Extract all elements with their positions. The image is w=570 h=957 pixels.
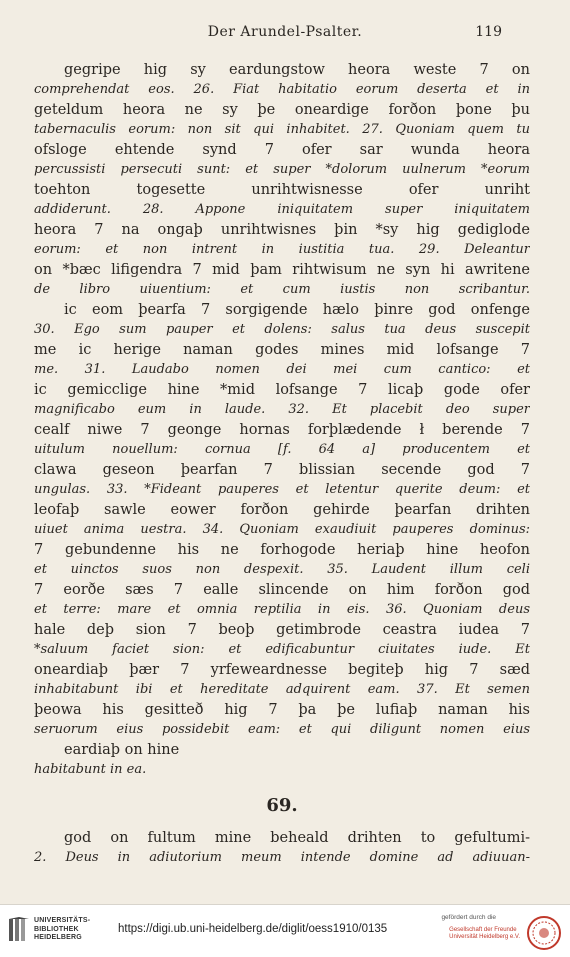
psalm-68-block bbox=[34, 60, 530, 780]
verse-line-pair bbox=[34, 740, 530, 780]
verse-line-pair bbox=[34, 620, 530, 660]
latin-text-line: 2. Deus in adiutorium meum intende domine ad adiuuan- bbox=[34, 850, 530, 865]
verse-line-pair bbox=[34, 660, 530, 700]
latin-text-line: 30. Ego sum pauper et dolens: salus tua deus suscepit bbox=[34, 322, 530, 337]
old-english-gloss-line: me ic herige naman godes mines mid lofsange 7 bbox=[34, 342, 530, 358]
latin-text-line: et terre: mare et omnia reptilia in eis. 36. Quoniam deus bbox=[34, 602, 530, 617]
old-english-gloss-line: ic eom þearfa 7 sorgigende hælo þinre god onfenge bbox=[64, 302, 530, 318]
latin-text-line: addiderunt. 28. Appone iniquitatem super iniquitatem bbox=[34, 202, 530, 217]
latin-text-line: et uinctos suos non despexit. 35. Laudent illum celi bbox=[34, 562, 530, 577]
page-header bbox=[40, 24, 530, 44]
verse-line-pair bbox=[34, 60, 530, 100]
verse-line-pair bbox=[34, 540, 530, 580]
page-footer bbox=[0, 904, 570, 957]
verse-line-pair bbox=[34, 580, 530, 620]
latin-text-line: habitabunt in ea. bbox=[34, 762, 147, 777]
old-english-gloss-line: ic gemicclige hine *mid lofsange 7 licaþ gode ofer bbox=[34, 382, 530, 398]
verse-line-pair bbox=[34, 260, 530, 300]
latin-text-line: percussisti persecuti sunt: et super *dolorum uulnerum *eorum bbox=[34, 162, 530, 177]
latin-text-line: uitulum nouellum: cornua [f. 64 a] producentem et bbox=[34, 442, 530, 457]
old-english-gloss-line: god on fultum mine beheald drihten to gefultumi- bbox=[64, 830, 530, 846]
old-english-gloss-line: þeowa his gesitteð hig 7 þa þe lufiaþ naman his bbox=[34, 702, 530, 718]
library-name-line: BIBLIOTHEK bbox=[34, 925, 79, 933]
old-english-gloss-line: oneardiaþ þær 7 yrfeweardnesse begiteþ hig 7 sæd bbox=[34, 662, 530, 678]
latin-text-line: me. 31. Laudabo nomen dei mei cum cantico: et bbox=[34, 362, 530, 377]
verse-line-pair bbox=[34, 828, 530, 868]
verse-line-pair bbox=[34, 340, 530, 380]
old-english-gloss-line: on *bæc lifigendra 7 mid þam rihtwisum ne syn hi awritene bbox=[34, 262, 530, 278]
old-english-gloss-line: toehton togesette unrihtwisnesse ofer unriht bbox=[34, 182, 530, 198]
library-name bbox=[34, 917, 90, 943]
verse-line-pair bbox=[34, 140, 530, 180]
verse-line-pair bbox=[34, 380, 530, 420]
society-seal-icon bbox=[526, 915, 562, 951]
verse-line-pair bbox=[34, 460, 530, 500]
old-english-gloss-line: heora 7 na ongaþ unrihtwisnes þin *sy hig gediglode bbox=[34, 222, 530, 238]
sponsor-name bbox=[449, 927, 520, 941]
psalter-text bbox=[34, 60, 530, 868]
running-title: Der Arundel-Psalter. bbox=[207, 24, 363, 40]
old-english-gloss-line: ofsloge ehtende synd 7 ofer sar wunda heora bbox=[34, 142, 530, 158]
old-english-gloss-line: leofaþ sawle eower forðon gehirde þearfan drihten bbox=[34, 502, 530, 518]
old-english-gloss-line: eardiaþ on hine bbox=[64, 742, 180, 758]
verse-line-pair bbox=[34, 100, 530, 140]
old-english-gloss-line: clawa geseon þearfan 7 blissian secende god 7 bbox=[34, 462, 530, 478]
verse-line-pair bbox=[34, 220, 530, 260]
psalm-number: 69. bbox=[266, 795, 298, 816]
latin-text-line: seruorum eius possidebit eam: et qui diligunt nomen eius bbox=[34, 722, 530, 737]
latin-text-line: comprehendat eos. 26. Fiat habitatio eorum deserta et in bbox=[34, 82, 530, 97]
old-english-gloss-line: gegripe hig sy eardungstow heora weste 7 on bbox=[64, 62, 530, 78]
latin-text-line: inhabitabunt ibi et hereditate adquirent eam. 37. Et semen bbox=[34, 682, 530, 697]
verse-line-pair bbox=[34, 420, 530, 460]
library-name-line: HEIDELBERG bbox=[34, 934, 82, 941]
permalink-url[interactable]: https://digi.ub.uni-heidelberg.de/diglit/oess1910/0135 bbox=[118, 923, 388, 935]
university-library-logo-icon bbox=[8, 917, 30, 943]
latin-text-line: eorum: et non intrent in iustitia tua. 29. Deleantur bbox=[34, 242, 530, 257]
old-english-gloss-line: 7 eorðe sæs 7 ealle slincende on him forðon god bbox=[34, 582, 530, 598]
old-english-gloss-line: cealf niwe 7 geonge hornas forþlædende ł berende 7 bbox=[34, 422, 530, 438]
latin-text-line: de libro uiuentium: et cum iustis non scribantur. bbox=[34, 282, 530, 297]
latin-text-line: tabernaculis eorum: non sit qui inhabitet. 27. Quoniam quem tu bbox=[34, 122, 530, 137]
sponsor-line: Universität Heidelberg e.V. bbox=[449, 934, 520, 940]
old-english-gloss-line: geteldum heora ne sy þe oneardige forðon þone þu bbox=[34, 102, 530, 118]
library-name-line: UNIVERSITÄTS- bbox=[34, 917, 91, 924]
sponsor-line: Gesellschaft der Freunde bbox=[449, 927, 517, 933]
verse-line-pair bbox=[34, 500, 530, 540]
verse-line-pair bbox=[34, 180, 530, 220]
verse-line-pair bbox=[34, 700, 530, 740]
old-english-gloss-line: 7 gebundenne his ne forhogode heriaþ hine heofon bbox=[34, 542, 530, 558]
verse-line-pair bbox=[34, 300, 530, 340]
psalm-69-block bbox=[34, 828, 530, 868]
sponsor-intro: gefördert durch die bbox=[441, 914, 496, 921]
page-number: 119 bbox=[475, 24, 502, 40]
old-english-gloss-line: hale deþ sion 7 beoþ getimbrode ceastra iudea 7 bbox=[34, 622, 530, 638]
latin-text-line: *saluum faciet sion: et edificabuntur ciuitates iude. Et bbox=[34, 642, 530, 657]
latin-text-line: magnificabo eum in laude. 32. Et placebit deo super bbox=[34, 402, 530, 417]
latin-text-line: uiuet anima uestra. 34. Quoniam exaudiuit pauperes dominus: bbox=[34, 522, 530, 537]
latin-text-line: ungulas. 33. *Fideant pauperes et letentur querite deum: et bbox=[34, 482, 530, 497]
